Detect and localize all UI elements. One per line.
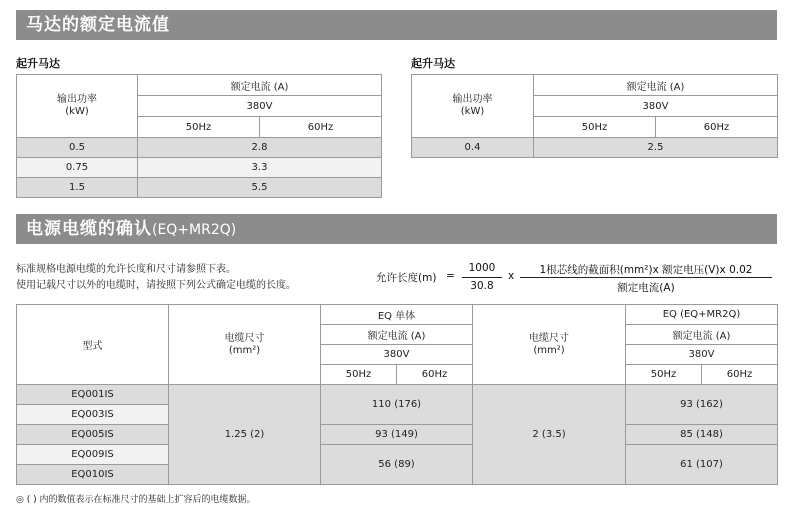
- table-row: [17, 158, 382, 178]
- description-line2: 使用记载尺寸以外的电缆时，请按照下列公式确定电缆的长度。: [16, 280, 296, 291]
- section-subtitle: (EQ+MR2Q): [152, 222, 237, 238]
- voltage-header: 380V: [321, 345, 473, 365]
- formula-den2: 额定电流(A): [617, 282, 675, 294]
- hz50-header: 50Hz: [321, 365, 397, 385]
- left-table-label: 起升马达: [16, 57, 60, 70]
- power-cell: 0.5: [17, 138, 138, 158]
- cable-size-cell: 1.25 (2): [169, 385, 321, 485]
- formula-den1: 30.8: [470, 280, 494, 292]
- model-cell: EQ009IS: [17, 445, 169, 465]
- power-cell: 0.4: [412, 138, 534, 158]
- left-motor-current-table: [16, 74, 382, 198]
- cable-size-cell: 2 (3.5): [473, 385, 626, 485]
- current-header: 额定电流 (A): [138, 75, 382, 96]
- fraction-bar: [520, 277, 772, 278]
- formula-times: x: [508, 270, 515, 282]
- output-header-line2: (kW): [460, 106, 485, 117]
- hz50-header: 50Hz: [626, 365, 702, 385]
- eq-mr2q-value: 85 (148): [626, 425, 778, 445]
- eq-single-header: EQ 单体: [321, 305, 473, 325]
- hz60-header: 60Hz: [702, 365, 778, 385]
- current-cell: 2.8: [138, 138, 382, 158]
- hz60-header: 60Hz: [260, 117, 382, 138]
- cable-size-header-line1: 电缆尺寸: [224, 332, 265, 344]
- table-row: [17, 445, 778, 465]
- eq-mr2q-value: 61 (107): [626, 445, 778, 485]
- section-header-cable-check: [16, 214, 777, 244]
- output-header-line1: 输出功率: [57, 94, 97, 105]
- current-header: 额定电流 (A): [534, 75, 778, 96]
- hz50-header: 50Hz: [534, 117, 656, 138]
- hz50-header: 50Hz: [138, 117, 260, 138]
- model-cell: EQ005IS: [17, 425, 169, 445]
- cable-size-header-line1: 电缆尺寸: [529, 332, 569, 344]
- current-header: 额定电流 (A): [321, 325, 473, 345]
- output-header-cell: [412, 75, 534, 138]
- right-table-label: 起升马达: [411, 57, 455, 70]
- hz60-header: 60Hz: [397, 365, 473, 385]
- cable-size-header-line2: (mm²): [228, 344, 261, 356]
- model-cell: EQ003IS: [17, 405, 169, 425]
- description-line1: 标准规格电源电缆的允许长度和尺寸请参照下表。: [16, 264, 236, 275]
- eq-single-value: 110 (176): [321, 385, 473, 425]
- model-cell: EQ001IS: [17, 385, 169, 405]
- table-row: [412, 138, 778, 158]
- eq-single-value: 56 (89): [321, 445, 473, 485]
- formula-lhs: 允许长度(m): [376, 272, 437, 284]
- output-header-line2: (kW): [65, 106, 89, 117]
- cable-size-header: [473, 305, 626, 385]
- model-cell: EQ010IS: [17, 465, 169, 485]
- eq-mr2q-value: 93 (162): [626, 385, 778, 425]
- model-header: 型式: [17, 305, 169, 385]
- current-cell: 3.3: [138, 158, 382, 178]
- eq-mr2q-header: EQ (EQ+MR2Q): [626, 305, 778, 325]
- section-title: 马达的额定电流值: [26, 15, 170, 35]
- table-row: [17, 178, 382, 198]
- table-row: [17, 138, 382, 158]
- section-title: 电源电缆的确认: [26, 219, 152, 239]
- power-cell: 0.75: [17, 158, 138, 178]
- cable-size-header: [169, 305, 321, 385]
- power-cell: 1.5: [17, 178, 138, 198]
- section-header-motor-current: [16, 10, 777, 40]
- voltage-header: 380V: [626, 345, 778, 365]
- formula-num2: 1根芯线的截面积(mm²)x 额定电压(V)x 0.02: [539, 264, 753, 276]
- hz60-header: 60Hz: [656, 117, 778, 138]
- formula-equals: =: [446, 270, 455, 282]
- current-cell: 2.5: [534, 138, 778, 158]
- output-header-cell: [17, 75, 138, 138]
- eq-single-value: 93 (149): [321, 425, 473, 445]
- table-row: [17, 385, 778, 405]
- description: [16, 262, 296, 294]
- formula-num1: 1000: [468, 262, 496, 274]
- voltage-header: 380V: [138, 96, 382, 117]
- footnote: ◎ ( ) 内的数值表示在标准尺寸的基础上扩容后的电缆数据。: [16, 495, 256, 505]
- current-header: 额定电流 (A): [626, 325, 778, 345]
- cable-table: [16, 304, 778, 485]
- cable-size-header-line2: (mm²): [533, 344, 565, 356]
- table-row: [17, 425, 778, 445]
- right-motor-current-table: [411, 74, 778, 158]
- output-header-line1: 输出功率: [452, 94, 493, 105]
- voltage-header: 380V: [534, 96, 778, 117]
- fraction-bar: [462, 277, 502, 278]
- current-cell: 5.5: [138, 178, 382, 198]
